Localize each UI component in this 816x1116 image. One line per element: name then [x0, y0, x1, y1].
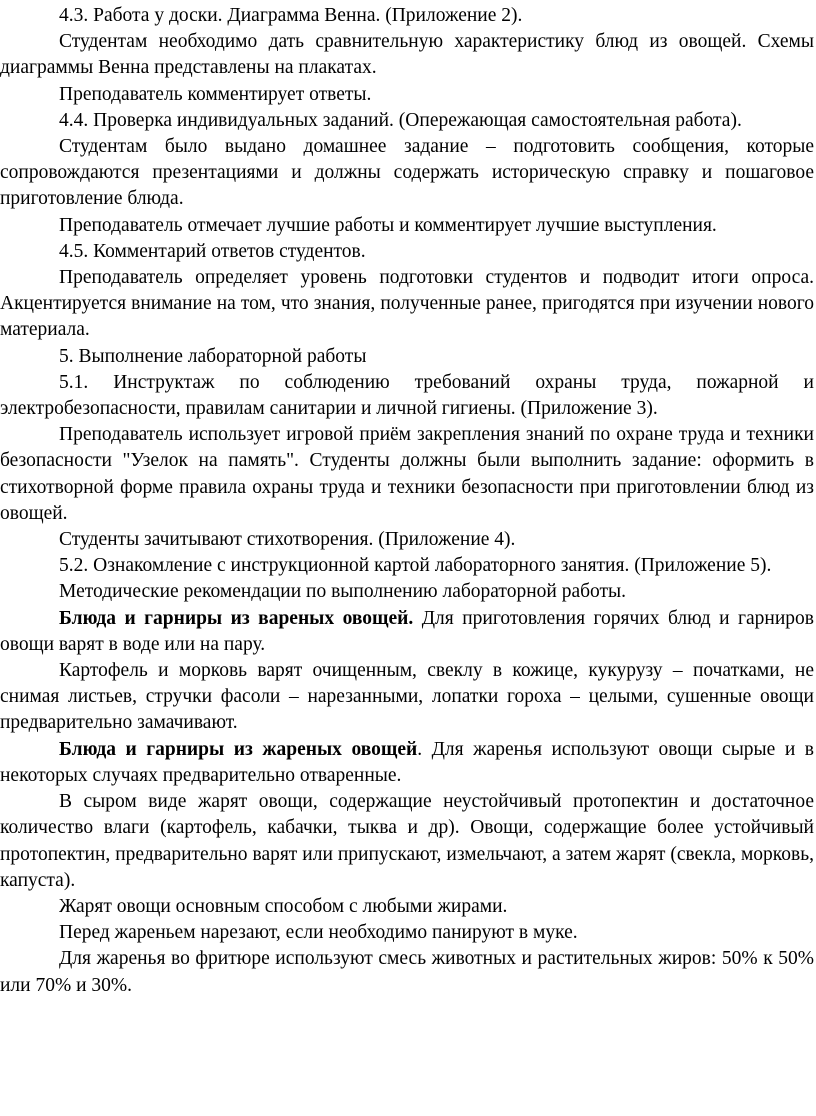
- paragraph-5-1-heading: [0, 370, 814, 422]
- paragraph-text: Студенты зачитывают стихотворения. (Приложение 4).: [59, 529, 516, 551]
- paragraph-raw-frying: [0, 789, 814, 894]
- paragraph-text: Для приготовления горячих блюд и гарниров овощи варят в воде или на пару.: [0, 607, 814, 655]
- paragraph-text: Студентам было выдано домашнее задание – подготовить сообщения, которые сопровождаются презентациями и должны содержать историческую справку и пошаговое приготовление блюда.: [0, 136, 814, 210]
- paragraph-5-2-heading: [0, 553, 814, 579]
- paragraph-best-works: [0, 213, 814, 239]
- paragraph-text: Жарят овощи основным способом с любыми жирами.: [59, 895, 508, 917]
- paragraph-text: 5.2. Ознакомление с инструкционной картой лабораторного занятия. (Приложение 5).: [59, 555, 772, 577]
- paragraph-text: 4.3. Работа у доски. Диаграмма Венна. (Приложение 2).: [59, 5, 523, 26]
- paragraph-boiling-methods: [0, 658, 814, 737]
- paragraph-text: Преподаватель комментирует ответы.: [59, 83, 372, 105]
- paragraph-text: Преподаватель отмечает лучшие работы и комментирует лучшие выступления.: [59, 214, 717, 236]
- paragraph-text: В сыром виде жарят овощи, содержащие неустойчивый протопектин и достаточное количество влаги (картофель, кабачки, тыква и др). Овощи, содержащие более устойчивый протопектин, предварительно варят или припускают, измельчают, а затем жарят (свекла, морковь, капуста).: [0, 791, 814, 891]
- paragraph-game-technique: [0, 422, 814, 527]
- paragraph-5-heading: [0, 344, 814, 370]
- paragraph-poems: [0, 527, 814, 553]
- paragraph-text: Преподаватель определяет уровень подготовки студентов и подводит итоги опроса. Акцентируется внимание на том, что знания, полученные ранее, пригодятся при изучении нового материала.: [0, 267, 814, 341]
- paragraph-text: Для жаренья во фритюре используют смесь животных и растительных жиров: 50% к 50% или 70% и 30%.: [0, 948, 814, 996]
- paragraph-4-3-heading: [0, 3, 814, 29]
- paragraph-breading: [0, 920, 814, 946]
- paragraph-bold-lead: Блюда и гарниры из вареных овощей.: [59, 607, 414, 629]
- paragraph-4-5-heading: [0, 239, 814, 265]
- paragraph-deep-frying: [0, 946, 814, 998]
- paragraph-text: Методические рекомендации по выполнению лабораторной работы.: [59, 581, 627, 603]
- paragraph-4-4-heading: [0, 108, 814, 134]
- paragraph-boiled-vegetables: [0, 606, 814, 658]
- paragraph-text: 4.4. Проверка индивидуальных заданий. (Опережающая самостоятельная работа).: [59, 109, 742, 131]
- paragraph-text: 5.1. Инструктаж по соблюдению требований охраны труда, пожарной и электробезопасности, правилам санитарии и личной гигиены. (Приложение 3).: [0, 371, 814, 420]
- paragraph-text: Картофель и морковь варят очищенным, свеклу в кожице, кукурузу – початками, не снимая листьев, стручки фасоли – нарезанными, лопатки гороха – целыми, сушенные овощи предварительно замачивают.: [0, 660, 814, 734]
- paragraph-text: Преподаватель использует игровой приём закрепления знаний по охране труда и техники безопасности "Узелок на память". Студенты должны были выполнить задание: оформить в стихотворной форме правила охраны труда и техники безопасности при приготовлении блюд из овощей.: [0, 424, 814, 524]
- paragraph-text: Перед жареньем нарезают, если необходимо панируют в муке.: [59, 922, 578, 944]
- paragraph-fried-vegetables: [0, 737, 814, 789]
- paragraph-text: Студентам необходимо дать сравнительную характеристику блюд из овощей. Схемы диаграммы Венна представлены на плакатах.: [0, 31, 814, 79]
- paragraph-text: 4.5. Комментарий ответов студентов.: [59, 240, 366, 262]
- paragraph-venn-task: [0, 29, 814, 81]
- paragraph-homework: [0, 134, 814, 213]
- paragraph-text: 5. Выполнение лабораторной работы: [59, 345, 367, 367]
- paragraph-frying-fats: [0, 894, 814, 920]
- paragraph-text: . Для жаренья используют овощи сырые и в некоторых случаях предварительно отваренные.: [0, 738, 814, 786]
- paragraph-survey-results: [0, 265, 814, 344]
- paragraph-bold-lead: Блюда и гарниры из жареных овощей: [59, 738, 418, 760]
- paragraph-teacher-comments: [0, 82, 814, 108]
- paragraph-method-recommendations: [0, 579, 814, 605]
